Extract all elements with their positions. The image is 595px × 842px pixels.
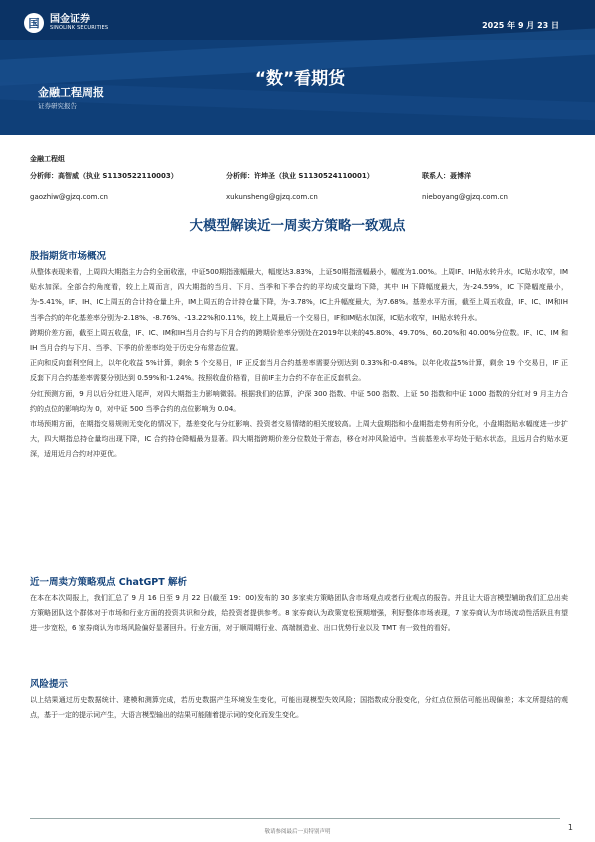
section-title: 近一周卖方策略观点 ChatGPT 解析 bbox=[30, 577, 188, 588]
contact-person: 联系人：聂博洋 bbox=[422, 172, 471, 180]
email-2[interactable]: xukunsheng@gjzq.com.cn bbox=[226, 193, 318, 201]
email-3[interactable]: nieboyang@gjzq.com.cn bbox=[422, 193, 508, 201]
email-1[interactable]: gaozhiw@gjzq.com.cn bbox=[30, 193, 108, 201]
report-title: “数”看期货 bbox=[254, 69, 346, 89]
report-subtype: 证券研究报告 bbox=[38, 102, 77, 110]
company-logo bbox=[24, 13, 108, 33]
team-name: 金融工程组 bbox=[30, 155, 65, 163]
section-strategy-views bbox=[30, 574, 568, 637]
main-title: 大模型解读近一周卖方策略一致观点 bbox=[189, 218, 406, 234]
logo-english: SINOLINK SECURITIES bbox=[50, 25, 109, 31]
page-number: 1 bbox=[567, 823, 573, 832]
footer-disclaimer: 敬请参阅最后一页特别声明 bbox=[264, 829, 331, 835]
paragraph: 从整体表现来看，上周四大期指主力合约全面收涨，中证500期指涨幅最大，幅度达3.83%，上证50期指涨幅最小，幅度为1.00%。上周IF、IH贴水转升水，IC贴水收窄，IM贴水加深。全部合约角度看，较上上周而言，四大期指的当月、下月、当季和下季合约的平均成交量均下降，其中 IH 下降幅度最大，为-24.59%，IC 下降幅度最小，为-5.41%，IF、IH、IC上周五的合计持仓量上升，IM上周五的合计持仓量下降，为-3.78%，IC上升幅度最大，为7.68%。基差水平方面，截至上周五收盘，IF、IC、IM和IH当季合约的年化基差率分别为-2.18%、-8.76%、-13.22%和0.11%，较上上周最后一个交易日，IF和IM贴水加深，IC贴水收窄，IH贴水转升水。 bbox=[30, 268, 568, 322]
analyst-1: 分析师：高智威（执业 S1130522110003） bbox=[30, 172, 178, 180]
section-risk-warning bbox=[30, 676, 568, 723]
report-date: 2025 年 9 月 23 日 bbox=[482, 21, 559, 30]
paragraph: 分红预测方面，9 月以后分红进入尾声，对四大期指主力影响微弱。根据我们的估算，沪深 300 指数、中证 500 指数、上证 50 指数和中证 1000 指数的分红对 9 月主力合约的点位的影响均为 0，对中证 500 当季合约的点位影响为 0.04。 bbox=[30, 389, 568, 413]
header-banner bbox=[0, 0, 595, 135]
logo-name: 国金证券 bbox=[50, 14, 90, 25]
paragraph: 跨期价差方面，截至上周五收盘，IF、IC、IM和IH当月合约与下月合约的跨期价差率分别处在2019年以来的45.80%、49.70%、60.20%和 40.00%分位数。IF、IC、IM 和 IH 当月合约与下月、当季、下季的价差率均处于历史分布常态位置。 bbox=[30, 328, 568, 353]
author-block bbox=[30, 154, 570, 201]
paragraph: 市场预期方面，在期指交易规则无变化的情况下，基差变化与分红影响、投资者交易情绪的相关度较高。上周大盘期指和小盘期指走势有所分化，小盘期指贴水幅度进一步扩大，四大期指总持仓量均出现下降，IC 合约持仓降幅最为显著。四大期指跨期价差分位数处于常态，移仓对冲风险适中。当前基差水平均处于贴水状态，且远月合约贴水更深，适用近月合约对冲更优。 bbox=[30, 420, 568, 459]
footer-divider bbox=[30, 818, 560, 819]
paragraph: 在本在本次周报上，我们汇总了 9 月 16 日至 9 月 22 日(截至 19：00)发布的 30 多家卖方策略团队含市场观点或者行业观点的报告。并且让大语言模型辅助我们汇总出卖方策略团队这个群体对于市场和行业方面的投资共识和分歧，给投资者提供参考。8 家券商认为政策宽松预期增强，利好整体市场表现，7 家券商认为市场流动性活跃且有望进一步宽松，6 家券商认为市场风险偏好显著回升。行业方面，对于顺周期行业、高端制造业、出口优势行业以及 TMT 有一致性的看好。 bbox=[30, 594, 568, 633]
analyst-2: 分析师：许坤圣（执业 S1130524110001） bbox=[226, 172, 374, 180]
report-type: 金融工程周报 bbox=[38, 86, 104, 99]
section-title: 股指期货市场概况 bbox=[30, 251, 107, 262]
logo-icon: 国 bbox=[24, 13, 44, 33]
paragraph: 正向和反向套利空间上，以年化收益 5%计算，剩余 5 个交易日，IF 正反套当月合约基差率需要分别达到 0.33%和-0.48%。以年化收益5%计算，剩余 19 个交易日，IF 正反套下月合约基差率需要分别达到 0.59%和-1.24%。按照收盘价格看，目前IF主力合约不存在正反套机会。 bbox=[30, 359, 568, 383]
section-market-overview bbox=[30, 248, 568, 463]
paragraph: 以上结果通过历史数据统计、建模和测算完成，若历史数据产生环境发生变化，可能出现模型失效风险；国指数成分股变化，分红点位预估可能出现偏差；本文所提结的观点，基于一定的提示词产生，大语言模型输出的结果可能随着提示词的变化而发生变化。 bbox=[30, 696, 568, 720]
section-title: 风险提示 bbox=[30, 679, 69, 690]
